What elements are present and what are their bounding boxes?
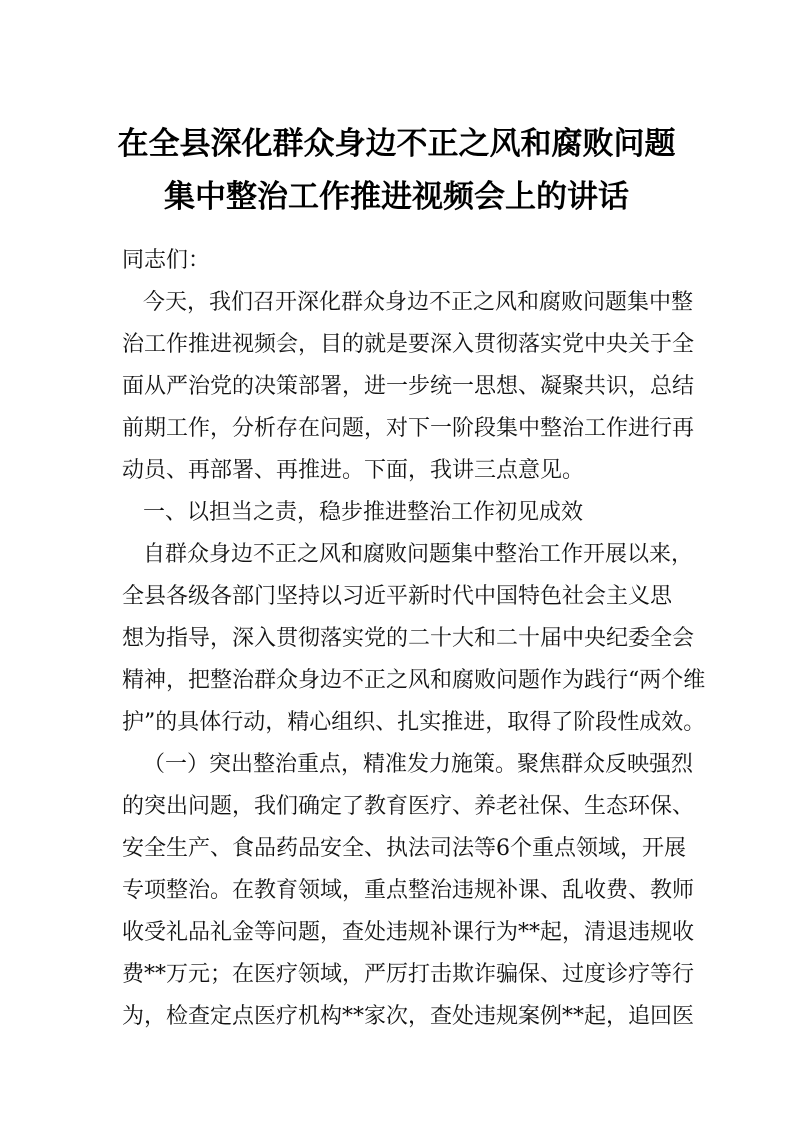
paragraph-line: 前期工作，分析存在问题，对下一阶段集中整治工作进行再: [122, 416, 695, 441]
paragraph-line: 费**万元；在医疗领域，严厉打击欺诈骗保、过度诊疗等行: [122, 962, 695, 987]
paragraph-line: 自群众身边不正之风和腐败问题集中整治工作开展以来，: [143, 542, 694, 567]
document-title-line-1: 在全县深化群众身边不正之风和腐败问题: [117, 126, 676, 162]
paragraph-line: 护”的具体行动，精心组织、扎实推进，取得了阶段性成效。: [122, 710, 706, 735]
paragraph-line: 的突出问题，我们确定了教育医疗、养老社保、生态环保、: [122, 794, 695, 819]
paragraph-line: 全县各级各部门坚持以习近平新时代中国特色社会主义思: [122, 584, 673, 609]
paragraph-line: 面从严治党的决策部署，进一步统一思想、凝聚共识，总结: [122, 374, 695, 399]
section-heading: 一、以担当之责，稳步推进整治工作初见成效: [143, 500, 584, 525]
salutation: 同志们：: [122, 248, 211, 273]
paragraph-line: 今天，我们召开深化群众身边不正之风和腐败问题集中整: [143, 290, 694, 315]
paragraph-line: 安全生产、食品药品安全、执法司法等6个重点领域，开展: [122, 836, 686, 861]
paragraph-line: 精神，把整治群众身边不正之风和腐败问题作为践行“两个维: [122, 668, 706, 693]
subsection-line: （一）突出整治重点，精准发力施策。聚焦群众反映强烈: [143, 752, 694, 777]
paragraph-line: 治工作推进视频会，目的就是要深入贯彻落实党中央关于全: [122, 332, 695, 357]
paragraph-line: 专项整治。在教育领域，重点整治违规补课、乱收费、教师: [122, 878, 695, 903]
paragraph-line: 想为指导，深入贯彻落实党的二十大和二十届中央纪委全会: [122, 626, 695, 651]
paragraph-line: 为，检查定点医疗机构**家次，查处违规案例**起，追回医: [122, 1004, 695, 1029]
paragraph-line: 收受礼品礼金等问题，查处违规补课行为**起，清退违规收: [122, 920, 695, 945]
document-title-line-2: 集中整治工作推进视频会上的讲话: [164, 179, 629, 215]
paragraph-line: 动员、再部署、再推进。下面，我讲三点意见。: [122, 458, 585, 483]
